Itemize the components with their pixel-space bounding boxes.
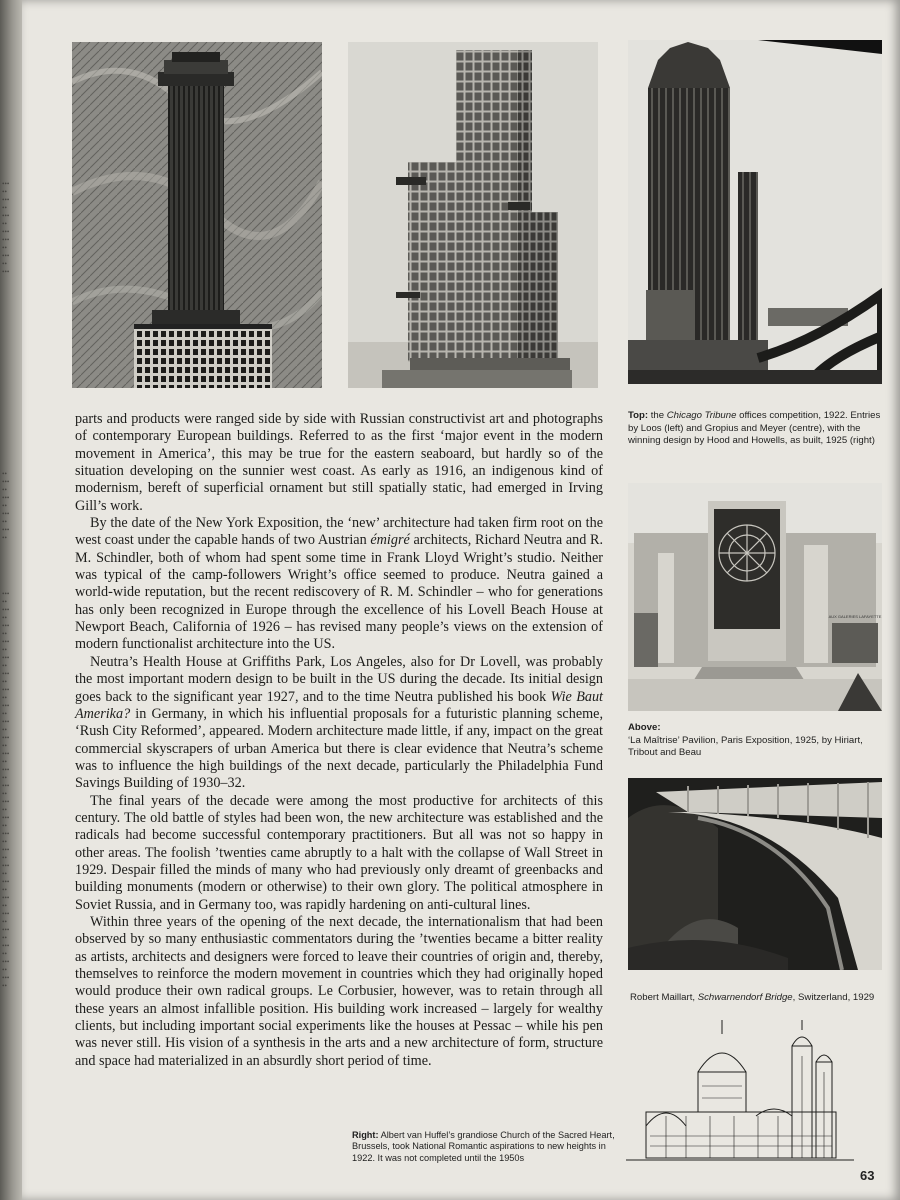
paragraph-4: The final years of the decade were among the most productive for architects of this century. The old battle of styles had been won, the new architecture was established and the radicals had become successful contemporary practitioners. But all was not so happy in other areas. The foolish ’twenties came abruptly to a halt with the collapse of Wall Street in 1929. Despair filled the minds of many who had previously only dreamt of greenbacks and building monuments (modern or otherwise) to their own glory. The political atmosphere in Soviet Russia, and in Germany too, was rapidly hardening on anti-cultural lines. xyxy=(75,792,603,913)
sacred-heart-church-drawing xyxy=(626,1016,854,1162)
loos-tower-image xyxy=(72,42,322,388)
schwarnendorf-bridge-image xyxy=(628,778,882,970)
paragraph-2: By the date of the New York Exposition, the ‘new’ architecture had taken firm root on the west coast under the capable hands of two Austrian émigré architects, Richard Neutra and R. M. Schindler, both of whom had spent some time in Frank Lloyd Wright’s studio. Neither was typical of the camp-followers Wright’s office seemed to produce. Neutra gained a world-wide reputation, but the recent rediscovery of R. M. Schindler – who for generations has only been recognized in Europe through the excellence of his Lovell Beach House at Newport Beach, California of 1926 – has revised many people’s views on the extension of modern functionalist architecture into the US. xyxy=(75,515,604,653)
pavilion-sign: AUX GALERIES LAFAYETTE xyxy=(828,614,882,619)
schwarnendorf-bridge-photo xyxy=(628,778,882,970)
paragraph-5: Within three years of the opening of the next decade, the internationalism that had been observed by so many enthusiastic commentators during the ’twenties became a bitter reality as artists, architects and designers were forced to leave their countries of origin and, thereby, themselves to reinforce the modern movement in countries which they had originally hoped would produce their own radical groups. Le Corbusier, however, was to retain through all these years an almost infallible position. His building work increased – largely for wealthy clients, but including important social experiments like the houses at Pessac – while his pen was never still. His vision of a synthesis in the arts and a new architecture of form, structure and space had materialized in an absurdly short period of time. xyxy=(75,913,603,1069)
previous-page-text-fragment: •• ••• •• ••• •• ••• •• ••• •• xyxy=(2,470,10,542)
la-maitrise-pavilion-photo xyxy=(628,483,882,711)
chicago-tribune-image xyxy=(628,40,882,384)
sacred-heart-church-image xyxy=(626,1016,854,1162)
paragraph-3: Neutra’s Health House at Griffiths Park, Los Angeles, also for Dr Lovell, was probably the most important modern design to be built in the US during the decade. Its initial design goes back to the significant year 1927, and to the time Neutra published his book Wie Baut Amerika? in Germany, in which his influential proposals for a futuristic planning scheme, ‘Rush City Reformed’, appeared. Modern architecture made little, if any, impact on the great commercial skyscrapers of urban America but there is clear evidence that Neutra’s scheme was to influence the high buildings of the next decade, particularly the Philadelphia Fund Savings Building of 1930–32. xyxy=(75,653,603,792)
caption-right-label: Right: xyxy=(352,1130,379,1140)
caption-top: Top: the Chicago Tribune offices competition, 1922. Entries by Loos (left) and Gropius and Meyer (centre), with the winning design by Hood and Howells, as built, 1925 (right) xyxy=(628,410,881,447)
body-text xyxy=(75,411,603,1070)
caption-above-label: Above: xyxy=(628,722,661,733)
caption-above: Above: ‘La Maîtrise’ Pavilion, Paris Exposition, 1925, by Hiriart, Tribout and Beau xyxy=(628,722,863,759)
caption-bridge: Robert Maillart, Schwarnendorf Bridge, Switzerland, 1929 xyxy=(630,992,875,1003)
la-maitrise-pavilion-image xyxy=(628,483,882,711)
previous-page-text-fragment: ••• •• ••• •• ••• •• ••• ••• •• ••• •• ••• xyxy=(2,180,10,276)
book-page xyxy=(22,0,900,1200)
loos-tower-photo xyxy=(72,42,322,388)
caption-top-label: Top: xyxy=(628,410,649,421)
gropius-meyer-photo xyxy=(348,42,598,388)
chicago-tribune-photo xyxy=(628,40,882,384)
gropius-meyer-image xyxy=(348,42,598,388)
caption-right: Right: Albert van Huffel’s grandiose Church of the Sacred Heart, Brussels, took National Romantic aspirations to new heights in 1922. It was not completed until the 1950s xyxy=(352,1130,615,1163)
page-number: 63 xyxy=(860,1168,875,1183)
previous-page-text-fragment: ••• •• ••• •• ••• •• ••• •• ••• •• ••• •• ••• •• ••• •• ••• •• ••• •• ••• •• ••• •• ••• •• ••• •• ••• •• ••• •• ••• •• ••• •• ••• •• ••• •• ••• •• ••• •• ••• •• ••• •• ••• •• xyxy=(2,590,10,990)
paragraph-1: parts and products were ranged side by side with Russian constructivist art and photographs of contemporary European buildings. Referred to as the first ‘major event in the modern movement in America’, this may be true for the eastern seaboard, but hardly so of the situation developing on the sunnier west coast. As early as 1916, an indigenous kind of modernism, bereft of superficial ornament but still spatially static, had emerged in Irving Gill’s work. xyxy=(75,411,603,514)
